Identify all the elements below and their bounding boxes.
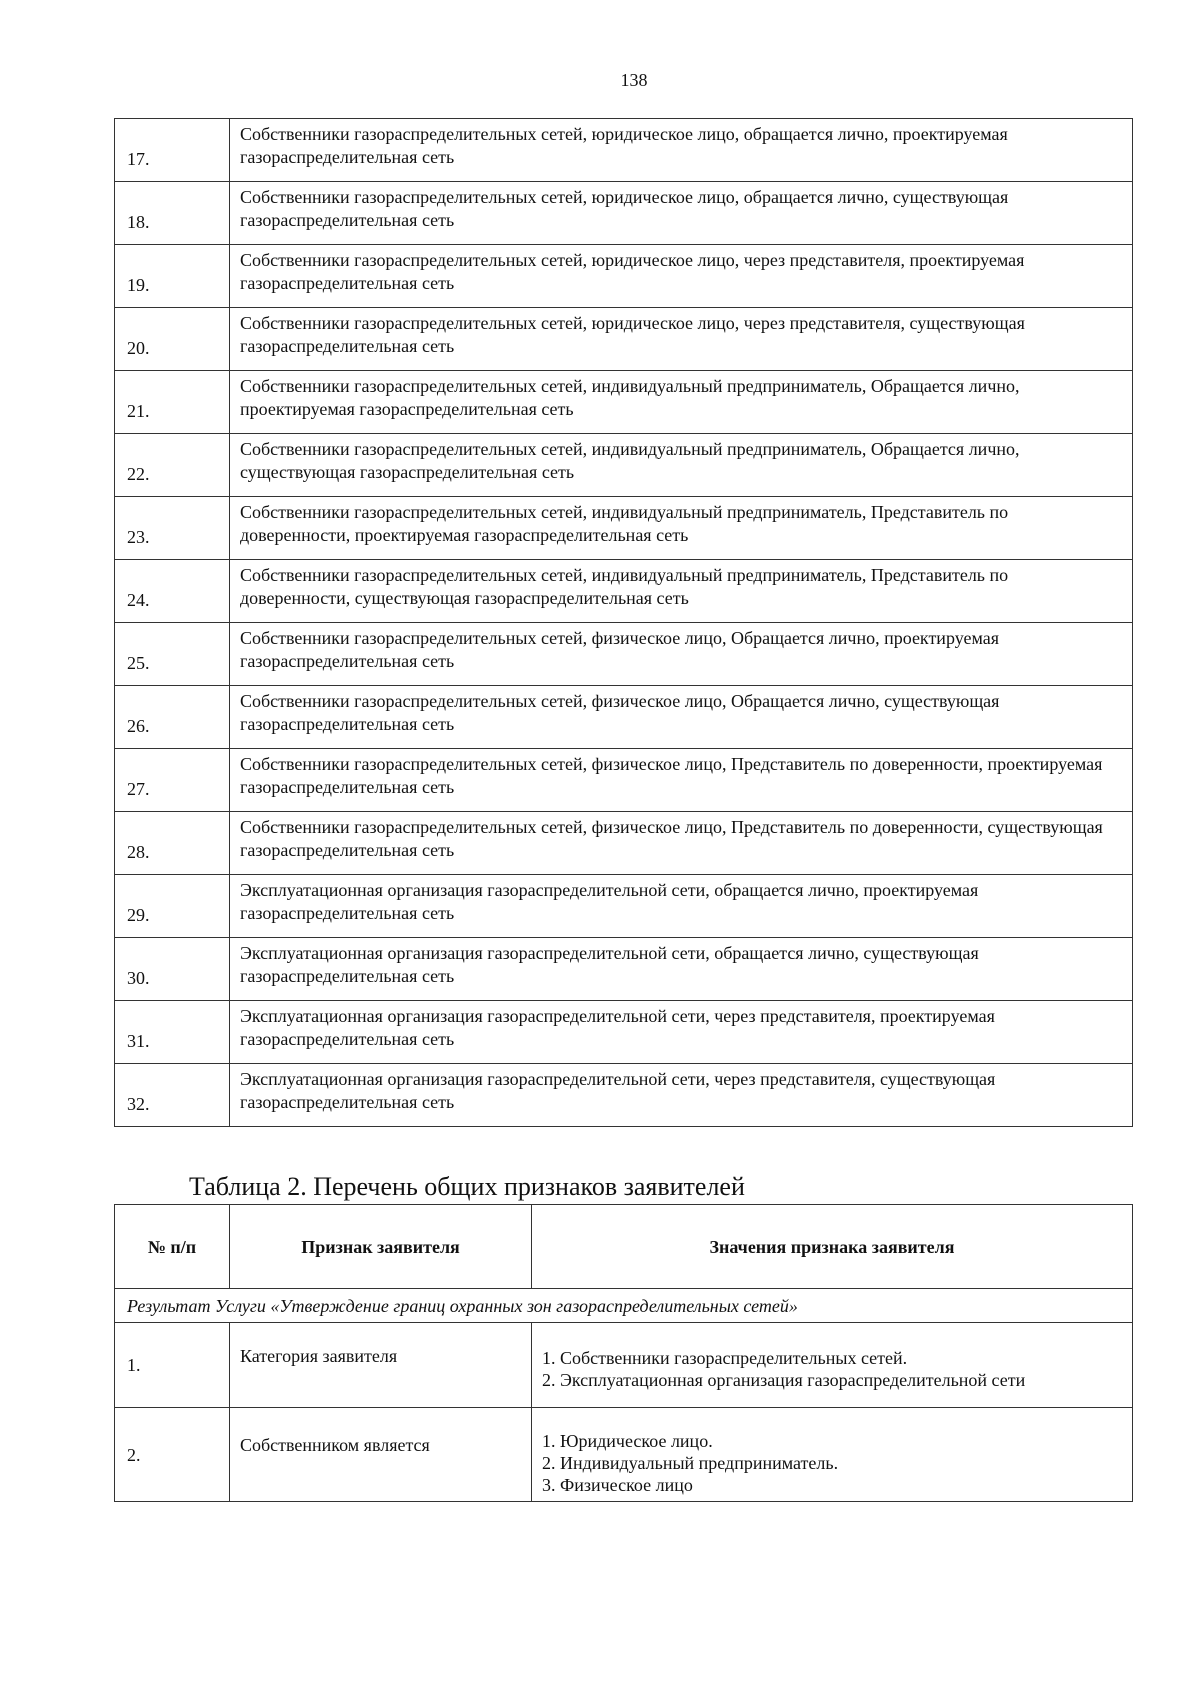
row-number: 1. xyxy=(115,1323,230,1408)
row-feature: Категория заявителя xyxy=(230,1323,532,1408)
row-number: 30. xyxy=(115,938,230,1001)
table2-title: Таблица 2. Перечень общих признаков заявителей xyxy=(189,1172,745,1201)
table-row xyxy=(115,308,1133,371)
table-row xyxy=(115,749,1133,812)
row-number: 2. xyxy=(115,1408,230,1502)
row-number: 25. xyxy=(115,623,230,686)
value-line: 1. Юридическое лицо. xyxy=(542,1431,713,1451)
row-feature: Собственником является xyxy=(230,1408,532,1502)
variants-table xyxy=(114,118,1133,1127)
row-description: Эксплуатационная организация газораспределительной сети, через представителя, существующая газораспределительная сеть xyxy=(230,1064,1133,1127)
table-row xyxy=(115,812,1133,875)
features-header-row xyxy=(115,1205,1133,1289)
row-number: 29. xyxy=(115,875,230,938)
page-number: 138 xyxy=(620,70,648,90)
table-row xyxy=(115,938,1133,1001)
row-description: Собственники газораспределительных сетей, индивидуальный предприниматель, Представитель по доверенности, проектируемая газораспределительная сеть xyxy=(230,497,1133,560)
table-row xyxy=(115,182,1133,245)
row-description: Эксплуатационная организация газораспределительной сети, обращается лично, существующая газораспределительная сеть xyxy=(230,938,1133,1001)
table-row xyxy=(115,1408,1133,1502)
row-number: 23. xyxy=(115,497,230,560)
section-title: Результат Услуги «Утверждение границ охранных зон газораспределительных сетей» xyxy=(115,1289,1133,1323)
table-row xyxy=(115,434,1133,497)
table-row xyxy=(115,119,1133,182)
row-number: 31. xyxy=(115,1001,230,1064)
row-number: 24. xyxy=(115,560,230,623)
row-number: 22. xyxy=(115,434,230,497)
row-description: Собственники газораспределительных сетей, индивидуальный предприниматель, Представитель по доверенности, существующая газораспределительная сеть xyxy=(230,560,1133,623)
value-line: 1. Собственники газораспределительных сетей. xyxy=(542,1348,908,1368)
row-description: Собственники газораспределительных сетей, юридическое лицо, обращается лично, проектируемая газораспределительная сеть xyxy=(230,119,1133,182)
table-row xyxy=(115,1001,1133,1064)
header-values: Значения признака заявителя xyxy=(532,1205,1133,1289)
row-description: Эксплуатационная организация газораспределительной сети, через представителя, проектируемая газораспределительная сеть xyxy=(230,1001,1133,1064)
row-number: 28. xyxy=(115,812,230,875)
table-row xyxy=(115,686,1133,749)
row-number: 17. xyxy=(115,119,230,182)
row-number: 27. xyxy=(115,749,230,812)
features-table xyxy=(114,1204,1133,1502)
row-number: 18. xyxy=(115,182,230,245)
row-description: Собственники газораспределительных сетей, юридическое лицо, через представителя, проектируемая газораспределительная сеть xyxy=(230,245,1133,308)
table-row xyxy=(115,371,1133,434)
value-line: 3. Физическое лицо xyxy=(542,1475,693,1495)
table-row xyxy=(115,875,1133,938)
row-number: 26. xyxy=(115,686,230,749)
row-number: 21. xyxy=(115,371,230,434)
row-description: Собственники газораспределительных сетей, физическое лицо, Представитель по доверенности, существующая газораспределительная сеть xyxy=(230,812,1133,875)
table-row xyxy=(115,1064,1133,1127)
row-number: 32. xyxy=(115,1064,230,1127)
row-description: Собственники газораспределительных сетей, индивидуальный предприниматель, Обращается лично, проектируемая газораспределительная сеть xyxy=(230,371,1133,434)
table-row xyxy=(115,623,1133,686)
row-values xyxy=(532,1408,1133,1502)
table-row xyxy=(115,560,1133,623)
row-description: Собственники газораспределительных сетей, физическое лицо, Обращается лично, проектируемая газораспределительная сеть xyxy=(230,623,1133,686)
row-number: 20. xyxy=(115,308,230,371)
row-description: Собственники газораспределительных сетей, физическое лицо, Представитель по доверенности, проектируемая газораспределительная сеть xyxy=(230,749,1133,812)
section-row xyxy=(115,1289,1133,1323)
value-line: 2. Эксплуатационная организация газораспределительной сети xyxy=(542,1370,1026,1390)
header-feature: Признак заявителя xyxy=(230,1205,532,1289)
row-description: Собственники газораспределительных сетей, индивидуальный предприниматель, Обращается лично, существующая газораспределительная сеть xyxy=(230,434,1133,497)
row-description: Собственники газораспределительных сетей, физическое лицо, Обращается лично, существующая газораспределительная сеть xyxy=(230,686,1133,749)
row-description: Собственники газораспределительных сетей, юридическое лицо, обращается лично, существующая газораспределительная сеть xyxy=(230,182,1133,245)
table-row xyxy=(115,497,1133,560)
table-row xyxy=(115,1323,1133,1408)
header-number: № п/п xyxy=(115,1205,230,1289)
row-description: Эксплуатационная организация газораспределительной сети, обращается лично, проектируемая газораспределительная сеть xyxy=(230,875,1133,938)
row-values xyxy=(532,1323,1133,1408)
row-description: Собственники газораспределительных сетей, юридическое лицо, через представителя, существующая газораспределительная сеть xyxy=(230,308,1133,371)
row-number: 19. xyxy=(115,245,230,308)
table-row xyxy=(115,245,1133,308)
value-line: 2. Индивидуальный предприниматель. xyxy=(542,1453,839,1473)
